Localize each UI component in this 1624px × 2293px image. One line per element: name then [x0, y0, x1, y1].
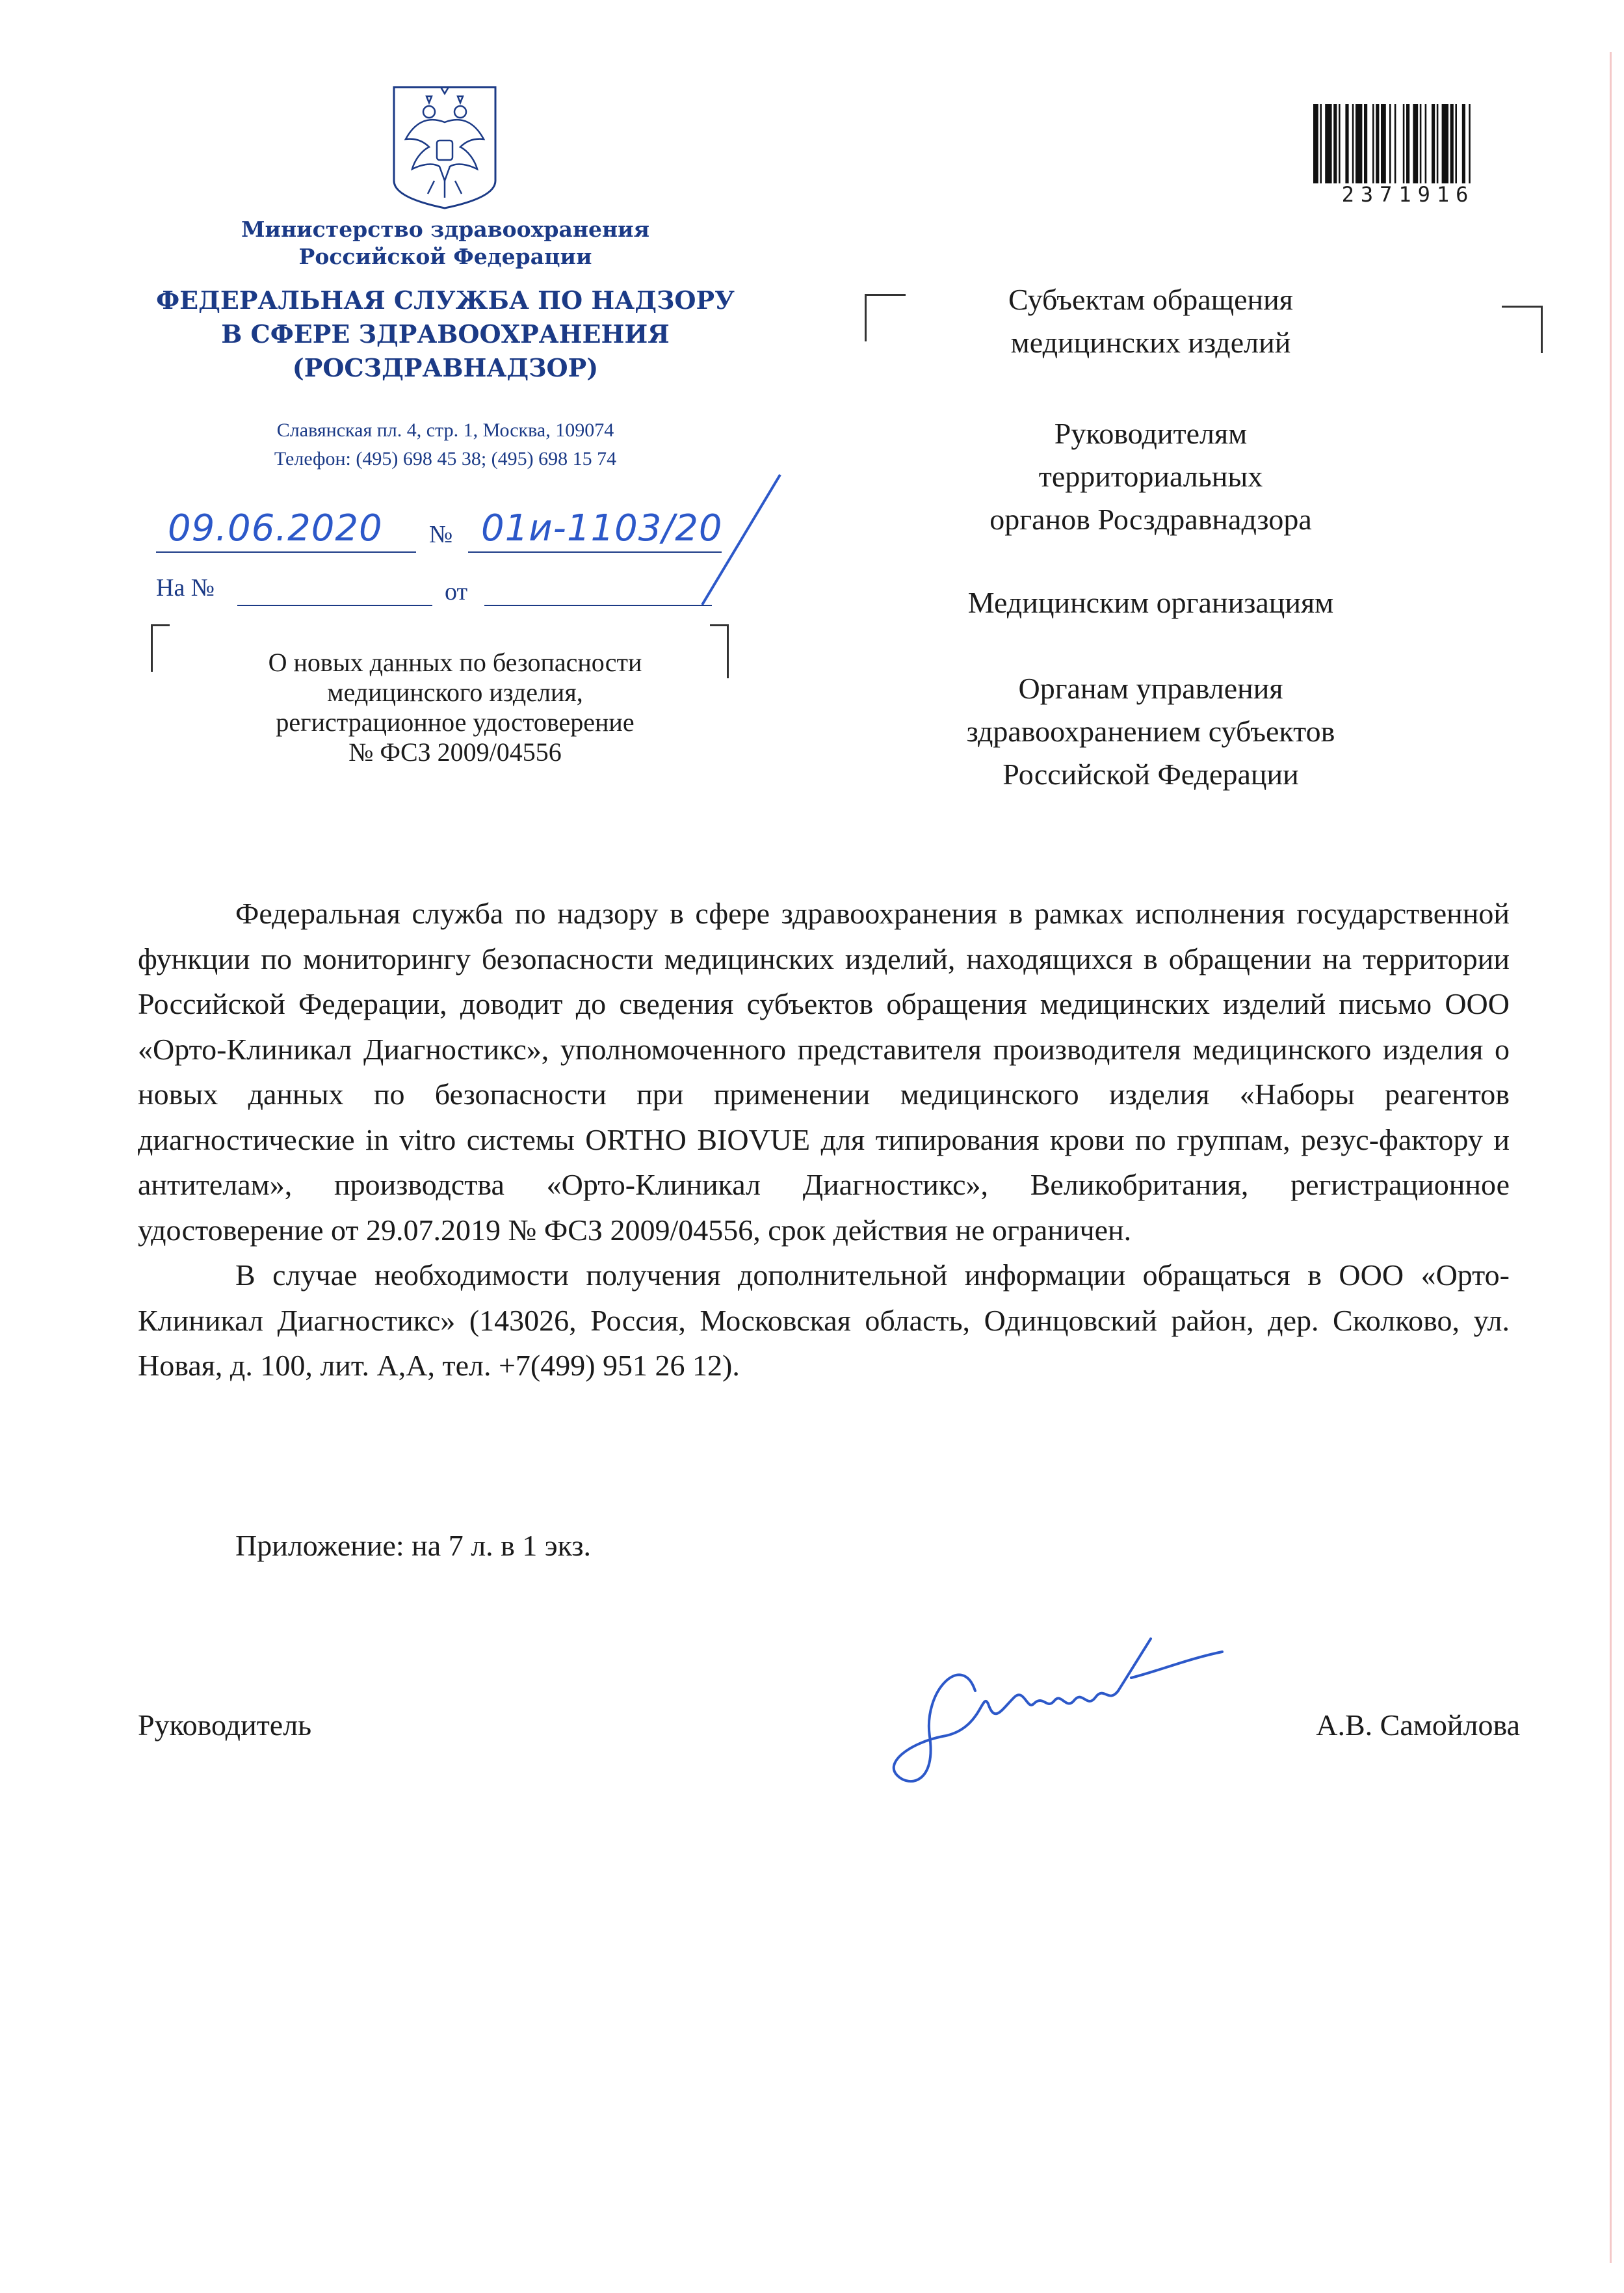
from-label: от: [445, 578, 468, 605]
letterhead-address: Славянская пл. 4, стр. 1, Москва, 109074: [276, 419, 614, 441]
date-underline: [156, 551, 416, 553]
addressee-4-line-3: Российской Федерации: [1002, 758, 1299, 791]
addressee-2-line-2: территориальных: [1038, 460, 1263, 493]
barcode-bar: [1372, 104, 1374, 183]
number-slash-stroke: [689, 468, 793, 611]
barcode-bar: [1356, 104, 1362, 183]
addressee-1-line-1: Субъектам обращения: [1008, 283, 1293, 316]
signatory-name: А.В. Самойлова: [1316, 1708, 1520, 1742]
body-paragraph-1: Федеральная служба по надзору в сфере здравоохранения в рамках исполнения государственной функции по мониторингу безопасности медицинских изделий, находящихся в обращении на территории Российской Федерации, доводит до сведения субъектов обращения медицинских изделий письмо ООО «Орто-Клиникал Диагностикс», уполномоченного представителя производителя медицинского изделия о новых данных по безопасности при применении медицинского изделия «Наборы реагентов диагностические in vitro системы ORTHO BIOVUE для типирования крови по группам, резус-фактору и антителам», производства «Орто-Клиникал Диагностикс», Великобритания, регистрационное удостоверение от 29.07.2019 № ФСЗ 2009/04556, срок действия не ограничен.: [138, 897, 1510, 1247]
subject: [163, 648, 748, 767]
service-line-1: ФЕДЕРАЛЬНАЯ СЛУЖБА ПО НАДЗОРУ: [156, 285, 735, 315]
barcode-bar: [1462, 104, 1465, 183]
service-name: [130, 284, 761, 385]
addressee-3: [897, 581, 1404, 624]
service-line-2: В СФЕРЕ ЗДРАВООХРАНЕНИЯ: [221, 319, 670, 349]
number-sign: №: [429, 521, 453, 548]
barcode-bar: [1325, 104, 1331, 183]
ministry-name: [195, 216, 696, 271]
barcode-bar: [1432, 104, 1435, 183]
barcode-bar: [1333, 104, 1337, 183]
service-line-3: (РОСЗДРАВНАДЗОР): [292, 353, 599, 382]
barcode-icon: [1312, 104, 1504, 183]
attachment-note: Приложение: на 7 л. в 1 экз.: [235, 1529, 592, 1562]
subject-line-1: О новых данных по безопасности: [268, 648, 642, 677]
letterhead-contacts: [169, 416, 722, 473]
barcode-bar: [1345, 104, 1348, 183]
barcode-bar: [1403, 104, 1405, 183]
addressee-1: [897, 278, 1404, 364]
barcode-bar: [1425, 104, 1427, 183]
addressee-2: [897, 412, 1404, 541]
subject-line-3: регистрационное удостоверение: [276, 708, 635, 737]
ministry-line-1: Министерство здравоохранения: [241, 217, 649, 242]
barcode-bar: [1437, 104, 1439, 183]
double-headed-eagle-emblem-icon: [389, 83, 501, 211]
barcode-bar: [1413, 104, 1418, 183]
barcode-bar: [1450, 104, 1454, 183]
registration-date: 09.06.2020: [168, 507, 383, 550]
subject-line-4: № ФСЗ 2009/04556: [348, 737, 562, 767]
addressee-1-line-2: медицинских изделий: [1010, 326, 1291, 359]
barcode-bar: [1442, 104, 1448, 183]
subject-line-2: медицинского изделия,: [327, 678, 583, 707]
barcode-bar: [1376, 104, 1379, 183]
letterhead-phone: Телефон: (495) 698 45 38; (495) 698 15 74: [274, 448, 617, 470]
addressee-2-line-1: Руководителям: [1054, 417, 1248, 450]
barcode-bar: [1469, 104, 1471, 183]
number-underline: [468, 551, 722, 553]
from-date-line: [484, 605, 712, 606]
registration-number: 01и-1103/20: [481, 507, 723, 550]
barcode-number: 2371916: [1341, 182, 1475, 207]
barcode-bar: [1455, 104, 1457, 183]
barcode-bar: [1381, 104, 1386, 183]
reply-label: На №: [156, 574, 215, 602]
reply-number-line: [237, 605, 432, 606]
barcode-bar: [1420, 104, 1422, 183]
barcode-bar: [1339, 104, 1341, 183]
ministry-line-2: Российской Федерации: [298, 244, 592, 269]
addressee-4: [897, 667, 1404, 796]
barcode-bar: [1320, 104, 1322, 183]
signatory-position: Руководитель: [138, 1708, 312, 1742]
barcode-bar: [1389, 104, 1391, 183]
letter-body: [138, 891, 1510, 1388]
barcode-bar: [1352, 104, 1354, 183]
barcode-bar: [1364, 104, 1367, 183]
barcode-bar: [1406, 104, 1409, 183]
barcode-bar: [1395, 104, 1396, 183]
addressee-corner-right: [1502, 306, 1543, 353]
addressee-4-line-1: Органам управления: [1018, 672, 1283, 705]
addressee-3-line-1: Медицинским организациям: [967, 586, 1334, 619]
handwritten-signature-icon: [884, 1613, 1274, 1808]
addressee-4-line-2: здравоохранением субъектов: [966, 715, 1335, 748]
scan-edge: [1610, 52, 1612, 2263]
addressee-2-line-3: органов Росздравнадзора: [989, 503, 1312, 536]
body-paragraph-2: В случае необходимости получения дополнительной информации обращаться в ООО «Орто-Клиникал Диагностикс» (143026, Россия, Московская область, Одинцовский район, дер. Сколково, ул. Новая, д. 100, лит. А,А, тел. +7(499) 951 26 12).: [138, 1258, 1510, 1382]
barcode-bar: [1313, 104, 1318, 183]
